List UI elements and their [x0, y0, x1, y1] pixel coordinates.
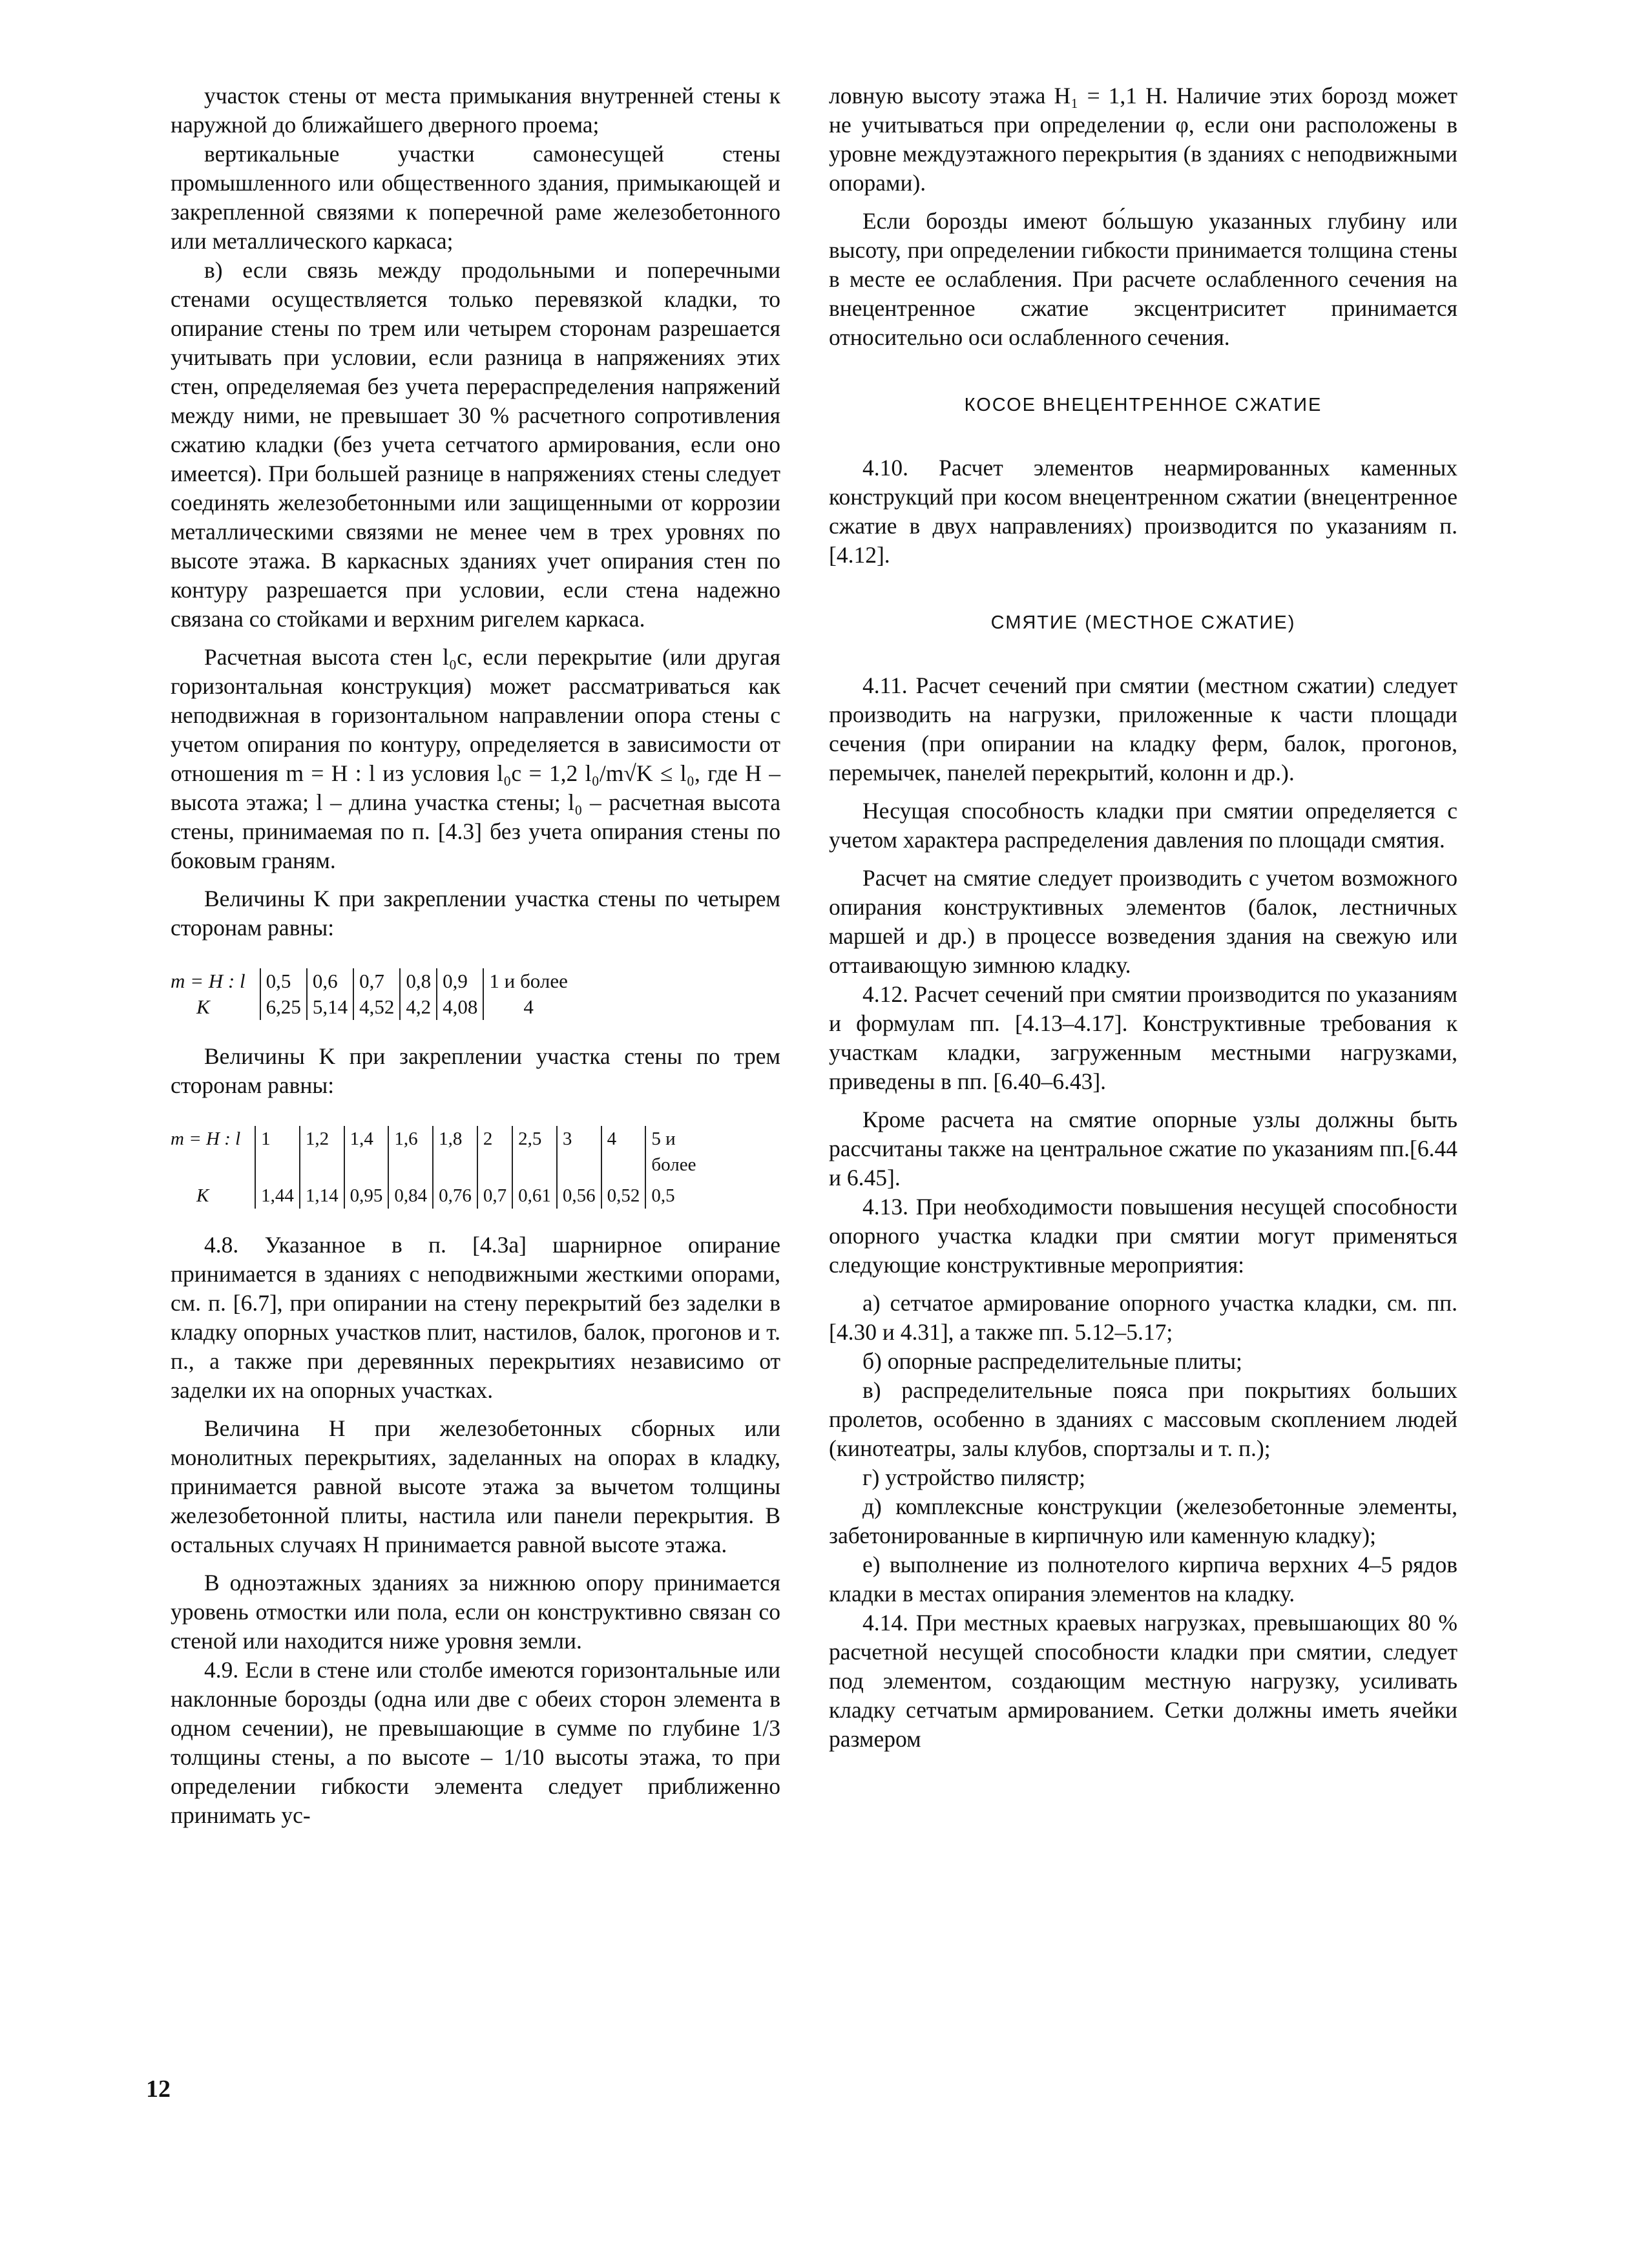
table-cell: 4,08	[437, 994, 483, 1020]
section-heading: КОСОЕ ВНЕЦЕНТРЕННОЕ СЖАТИЕ	[964, 395, 1322, 415]
table-cell: 0,95	[344, 1178, 389, 1209]
table-cell: 0,76	[433, 1178, 477, 1209]
paragraph: Если борозды имеют бо́льшую указанных глубину или высоту, при определении гибкости принимается толщина стены в месте ее ослабления. При расчете ослабленного сечения на внецентренное сжатие эксцентриситет принимается относительно оси ослабленного сечения.	[829, 208, 1457, 350]
table-cell: 0,8	[400, 968, 437, 994]
table-cell: 4,2	[400, 994, 437, 1020]
table-cell: 4	[601, 1126, 646, 1178]
paragraph: Несущая способность кладки при смятии определяется с учетом характера распределения давления по площади смятия.	[829, 798, 1457, 853]
table-cell: 1,44	[255, 1178, 300, 1209]
table-row-label: K	[196, 1185, 209, 1206]
table-cell: 0,84	[388, 1178, 433, 1209]
list-item: г) устройство пилястр;	[862, 1464, 1085, 1490]
list-item: е) выполнение из полнотелого кирпича верхних 4–5 рядов кладки в местах опирания элементов на кладку.	[829, 1552, 1457, 1607]
k-table-three-sides	[171, 1126, 780, 1209]
paragraph: 4.11. Расчет сечений при смятии (местном сжатии) следует производить на нагрузки, приложенные к части площади сечения (при опирании на кладку ферм, балок, прогонов, перемычек, панелей перекрытий, колонн и др.).	[829, 672, 1457, 785]
table-cell: 0,7	[477, 1178, 512, 1209]
paragraph: в) если связь между продольными и поперечными стенами осуществляется только перевязкой кладки, то опирание стены по трем или четырем сторонам разрешается учитывать при условии, если разница в напряжениях этих стен, определяемая без учета перераспределения напряжений между ними, не превышает 30 % расчетного сопротивления сжатию кладки (без учета сетчатого армирования, если оно имеется). При большей разнице в напряжениях стены следует соединять железобетонными или защищенными от коррозии металлическими связями не менее чем в трех уровнях по высоте этажа. В каркасных зданиях учет опирания стен по контуру разрешается при условии, если стена надежно связана со стойками и верхним ригелем каркаса.	[171, 257, 780, 632]
paragraph: 4.8. Указанное в п. [4.3а] шарнирное опирание принимается в зданиях с неподвижными жесткими опорами, см. п. [6.7], при опирании на стену перекрытий без заделки в кладку опорных участков плит, настилов, балок, прогонов и т. п., а также при деревянных перекрытиях независимо от заделки их на опорных участках.	[171, 1232, 780, 1403]
table-cell: 2,5	[512, 1126, 557, 1178]
list-item: д) комплексные конструкции (железобетонные элементы, забетонированные в кирпичную или каменную кладку);	[829, 1493, 1457, 1548]
section-heading: СМЯТИЕ (МЕСТНОЕ СЖАТИЕ)	[990, 612, 1296, 633]
table-cell: 0,9	[437, 968, 483, 994]
table-row-label: m = H : l	[171, 1129, 241, 1149]
paragraph: Величина H при железобетонных сборных или монолитных перекрытиях, заделанных на опорах в кладку, принимается равной высоте этажа за вычетом толщины железобетонной плиты, настила или панели перекрытия. В остальных случаях H принимается равной высоте этажа.	[171, 1415, 780, 1557]
paragraph: В одноэтажных зданиях за нижнюю опору принимается уровень отмостки или пола, если он конструктивно связан со стеной или находится ниже уровня земли.	[171, 1570, 780, 1654]
list-item: б) опорные распределительные плиты;	[862, 1348, 1242, 1374]
table-row-label: K	[196, 995, 210, 1018]
paragraph: Расчетная высота стен l₀c, если перекрытие (или другая горизонтальная конструкция) может рассматриваться как неподвижная в горизонтальном направлении опора стены с учетом опирания по контуру, определяется в зависимости от отношения m = H : l из условия l₀c = 1,2 l₀/m√K ≤ l₀, где H – высота этажа; l – длина участка стены; l₀ – расчетная высота стены, принимаемая по п. [4.3] без учета опирания стены по боковым граням.	[171, 644, 780, 873]
table-cell: 1 и более	[483, 968, 572, 994]
page-number: 12	[146, 2076, 171, 2103]
table-cell: 0,5	[645, 1178, 702, 1209]
table-cell: 0,56	[557, 1178, 601, 1209]
table-cell: 1	[255, 1126, 300, 1178]
table-cell: 0,61	[512, 1178, 557, 1209]
list-item: а) сетчатое армирование опорного участка кладки, см. пп. [4.30 и 4.31], а также пп. 5.12–5.17;	[829, 1290, 1457, 1345]
table-cell: 1,8	[433, 1126, 477, 1178]
table-cell: 6,25	[260, 994, 307, 1020]
paragraph: Расчет на смятие следует производить с учетом возможного опирания конструктивных элементов (балок, лестничных маршей и др.) в процессе возведения здания на свежую или оттаивающую зимнюю кладку.	[829, 865, 1457, 978]
table-cell: 0,5	[260, 968, 307, 994]
paragraph: участок стены от места примыкания внутренней стены к наружной до ближайшего дверного проема;	[171, 83, 780, 138]
table-cell: 0,6	[307, 968, 353, 994]
paragraph: 4.14. При местных краевых нагрузках, превышающих 80 % расчетной несущей способности кладки при смятии, следует под элементом, создающим местную нагрузку, усиливать кладку сетчатым армированием. Сетки должны иметь ячейки размером	[829, 1610, 1457, 1752]
paragraph: ловную высоту этажа H₁ = 1,1 H. Наличие этих борозд может не учитываться при определении φ, если они расположены в уровне междуэтажного перекрытия (в зданиях с неподвижными опорами).	[829, 83, 1457, 196]
table-cell: 0,7	[353, 968, 400, 994]
table-cell: 4,52	[353, 994, 400, 1020]
table-cell: 0,52	[601, 1178, 646, 1209]
table-cell: 1,2	[300, 1126, 344, 1178]
k-table-four-sides	[171, 968, 780, 1020]
paragraph: Величины K при закреплении участка стены по трем сторонам равны:	[171, 1043, 780, 1098]
table-cell: 1,14	[300, 1178, 344, 1209]
table-cell: 1,4	[344, 1126, 389, 1178]
table-cell: 2	[477, 1126, 512, 1178]
table-cell: 4	[483, 994, 572, 1020]
list-item: в) распределительные пояса при покрытиях больших пролетов, особенно в зданиях с массовым скоплением людей (кинотеатры, залы клубов, спортзалы и т. п.);	[829, 1377, 1457, 1461]
paragraph: 4.13. При необходимости повышения несущей способности опорного участка кладки при смятии могут применяться следующие конструктивные мероприятия:	[829, 1194, 1457, 1278]
paragraph: 4.10. Расчет элементов неармированных каменных конструкций при косом внецентренном сжатии (внецентренное сжатие в двух направлениях) производится по указаниям п. [4.12].	[829, 455, 1457, 568]
right-column	[829, 81, 1457, 1754]
paragraph: Кроме расчета на смятие опорные узлы должны быть рассчитаны также на центральное сжатие по указаниям пп.[6.44 и 6.45].	[829, 1107, 1457, 1191]
left-column	[171, 81, 780, 1830]
table-cell: 5 и более	[645, 1126, 702, 1178]
paragraph: Величины K при закреплении участка стены по четырем сторонам равны:	[171, 886, 780, 941]
paragraph: 4.12. Расчет сечений при смятии производится по указаниям и формулам пп. [4.13–4.17]. Конструктивные требования к участкам кладки, загруженным местными нагрузками, приведены в пп. [6.40–6.43].	[829, 981, 1457, 1094]
paragraph: 4.9. Если в стене или столбе имеются горизонтальные или наклонные борозды (одна или две с обеих сторон элемента в одном сечении), не превышающие в сумме по глубине 1/3 толщины стены, а по высоте – 1/10 высоты этажа, то при определении гибкости элемента следует приближенно принимать ус-	[171, 1657, 780, 1828]
table-row-label: m = H : l	[171, 970, 245, 992]
table-cell: 5,14	[307, 994, 353, 1020]
table-cell: 1,6	[388, 1126, 433, 1178]
paragraph: вертикальные участки самонесущей стены промышленного или общественного здания, примыкающей и закрепленной связями к поперечной раме железобетонного или металлического каркаса;	[171, 141, 780, 254]
table-cell: 3	[557, 1126, 601, 1178]
